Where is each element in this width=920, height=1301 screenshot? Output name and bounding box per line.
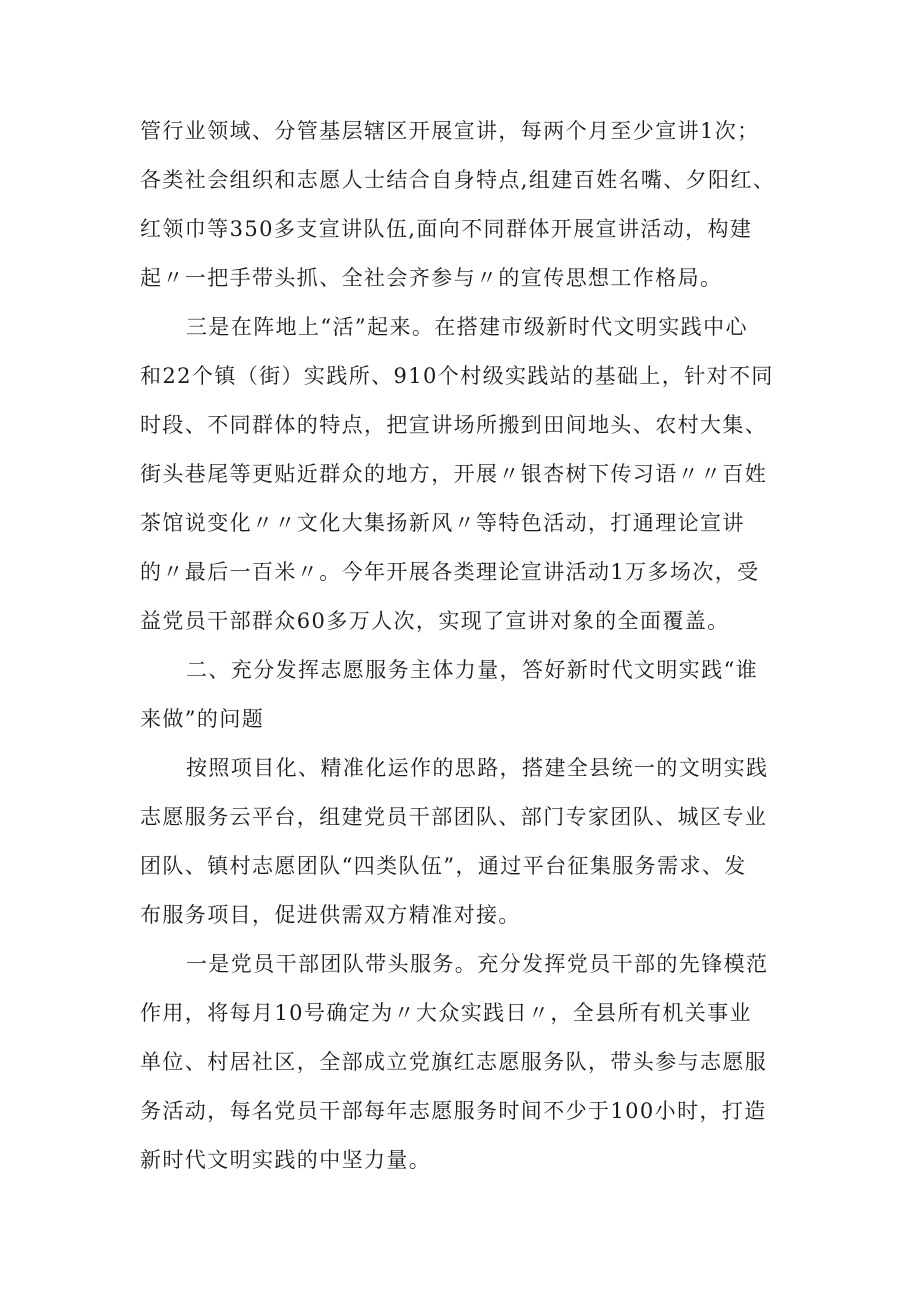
- text-line: 茶馆说变化〃〃文化大集扬新风〃等特色活动，打通理论宣讲: [140, 511, 745, 535]
- text-line: 作用，将每月10号确定为〃大众实践日〃，全县所有机关事业: [140, 1001, 752, 1025]
- text-line: 新时代文明实践的中坚力量。: [140, 1148, 432, 1172]
- text-line: 各类社会组织和志愿人士结合自身特点,组建百姓名嘴、夕阳红、: [140, 168, 776, 192]
- text-line: 红领巾等350多支宣讲队伍,面向不同群体开展宣讲活动，构建: [140, 217, 753, 241]
- paragraph-1: [140, 107, 800, 303]
- heading-line: 来做”的问题: [140, 707, 265, 731]
- text-line: 按照项目化、精准化运作的思路，搭建全县统一的文明实践: [186, 756, 769, 780]
- text-line: 益党员干部群众60多万人次，实现了宣讲对象的全面覆盖。: [140, 609, 730, 633]
- paragraph-2: [140, 303, 800, 646]
- text-line: 务活动，每名党员干部每年志愿服务时间不少于100小时，打造: [140, 1099, 767, 1123]
- document-body: [140, 107, 800, 1185]
- text-line: 街头巷尾等更贴近群众的地方，开展〃银杏树下传习语〃〃百姓: [140, 462, 768, 486]
- paragraph-4: [140, 940, 800, 1185]
- text-line: 三是在阵地上“活”起来。在搭建市级新时代文明实践中心: [186, 315, 748, 339]
- paragraph-3: [140, 744, 800, 940]
- text-line: 起〃一把手带头抓、全社会齐参与〃的宣传思想工作格局。: [140, 266, 723, 290]
- text-line: 时段、不同群体的特点，把宣讲场所搬到田间地头、农村大集、: [140, 413, 768, 437]
- text-line: 管行业领域、分管基层辖区开展宣讲，每两个月至少宣讲1次；: [140, 119, 760, 143]
- text-line: 单位、村居社区，全部成立党旗红志愿服务队，带头参与志愿服: [140, 1050, 768, 1074]
- text-line: 布服务项目，促进供需双方精准对接。: [140, 903, 521, 927]
- text-line: 团队、镇村志愿团队“四类队伍”，通过平台征集服务需求、发: [140, 854, 747, 878]
- text-line: 志愿服务云平台，组建党员干部团队、部门专家团队、城区专业: [140, 805, 768, 829]
- heading-line: 二、充分发挥志愿服务主体力量，答好新时代文明实践“谁: [186, 658, 759, 682]
- text-line: 和22个镇（街）实践所、910个村级实践站的基础上，针对不同: [140, 364, 774, 388]
- text-line: 的〃最后一百米〃。今年开展各类理论宣讲活动1万多场次，受: [140, 560, 760, 584]
- text-line: 一是党员干部团队带头服务。充分发挥党员干部的先锋模范: [186, 952, 769, 976]
- section-heading: [140, 646, 800, 744]
